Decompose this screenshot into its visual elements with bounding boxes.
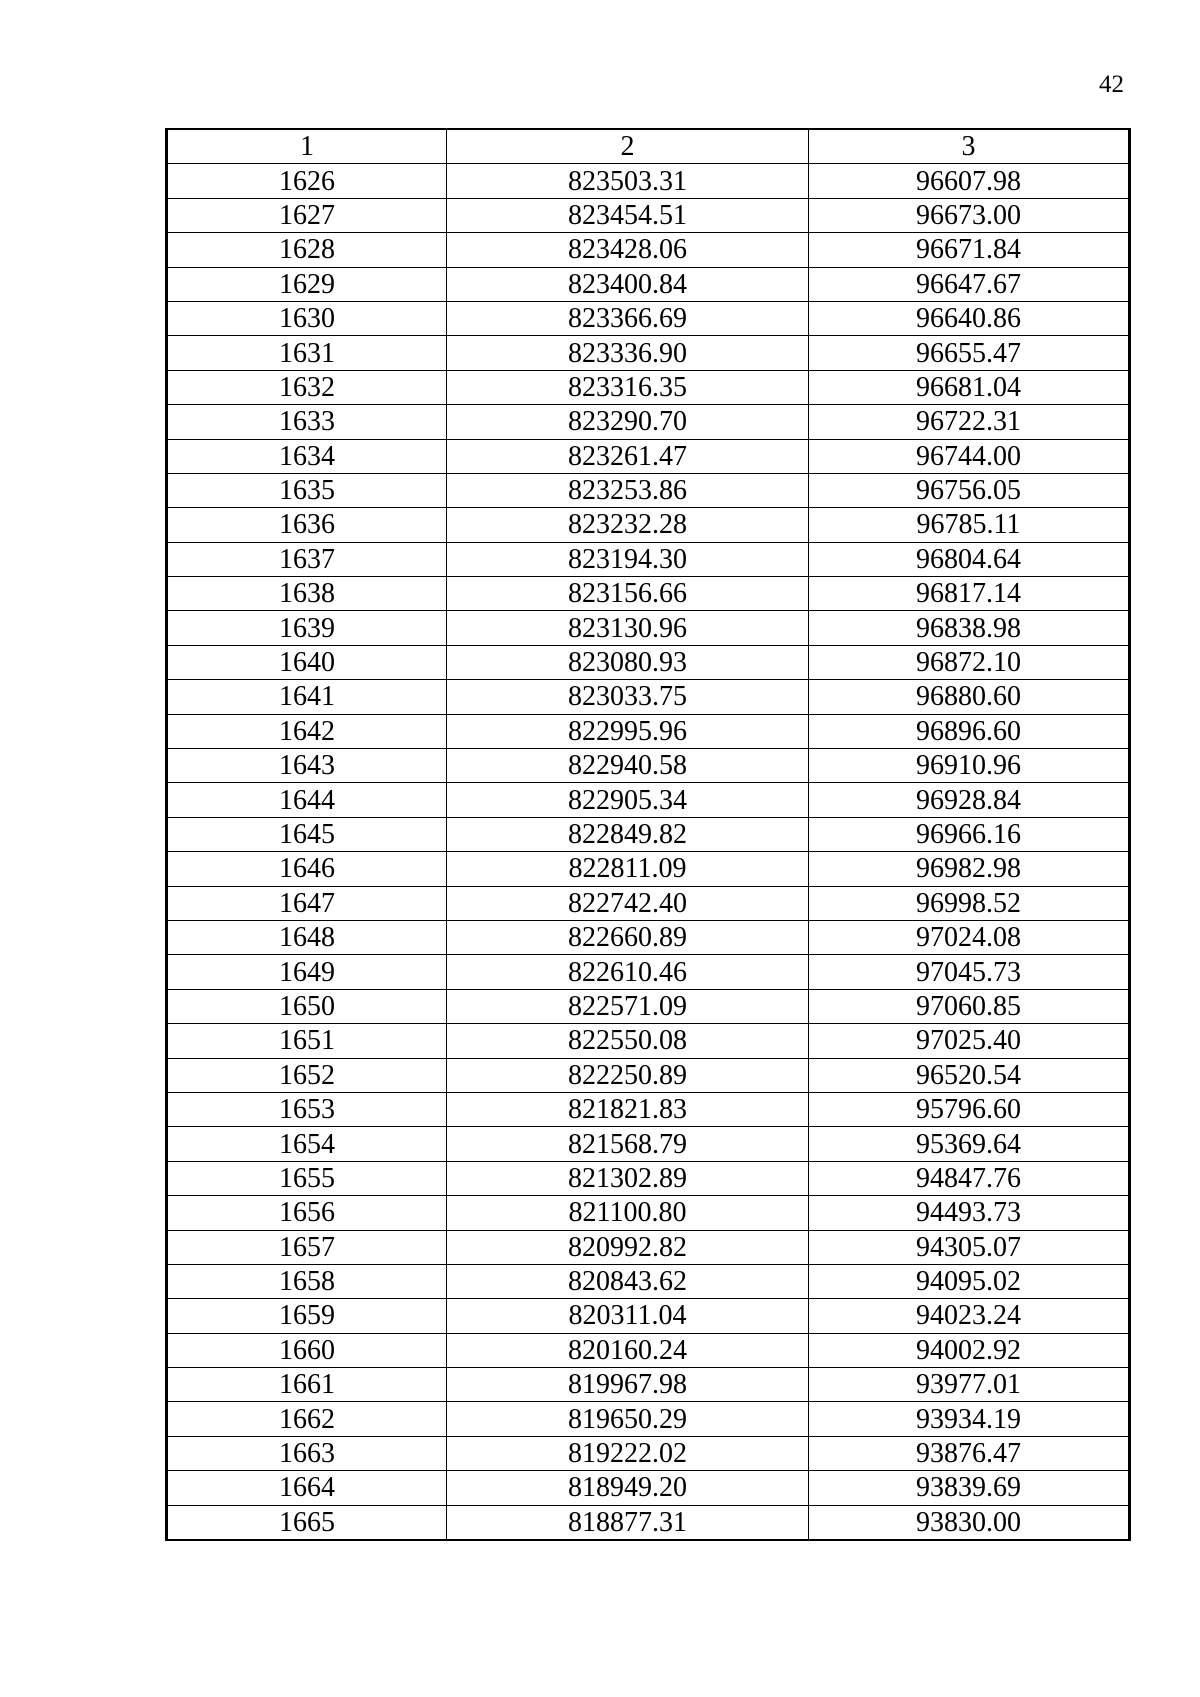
y-coordinate-cell: 94095.02 — [809, 1264, 1130, 1298]
table-row — [167, 955, 1130, 989]
y-coordinate-cell: 96671.84 — [809, 233, 1130, 267]
x-coordinate-cell: 820311.04 — [447, 1299, 809, 1333]
point-number-cell: 1656 — [167, 1196, 447, 1230]
table-row — [167, 1368, 1130, 1402]
table-row — [167, 1505, 1130, 1540]
x-coordinate-cell: 823316.35 — [447, 370, 809, 404]
x-coordinate-cell: 823080.93 — [447, 645, 809, 679]
y-coordinate-cell: 94002.92 — [809, 1333, 1130, 1367]
point-number-cell: 1633 — [167, 405, 447, 439]
y-coordinate-cell: 96880.60 — [809, 680, 1130, 714]
table-row — [167, 473, 1130, 507]
y-coordinate-cell: 96982.98 — [809, 852, 1130, 886]
table-row — [167, 370, 1130, 404]
table-row — [167, 1024, 1130, 1058]
column-header-3: 3 — [809, 129, 1130, 164]
table-row — [167, 1299, 1130, 1333]
table-row — [167, 611, 1130, 645]
x-coordinate-cell: 822905.34 — [447, 783, 809, 817]
x-coordinate-cell: 823503.31 — [447, 164, 809, 198]
table-row — [167, 508, 1130, 542]
y-coordinate-cell: 93934.19 — [809, 1402, 1130, 1436]
y-coordinate-cell: 97024.08 — [809, 920, 1130, 954]
table-row — [167, 783, 1130, 817]
table-row — [167, 645, 1130, 679]
table-row — [167, 989, 1130, 1023]
table-row — [167, 405, 1130, 439]
point-number-cell: 1640 — [167, 645, 447, 679]
point-number-cell: 1650 — [167, 989, 447, 1023]
y-coordinate-cell: 93830.00 — [809, 1505, 1130, 1540]
y-coordinate-cell: 96928.84 — [809, 783, 1130, 817]
table-row — [167, 439, 1130, 473]
table-row — [167, 1333, 1130, 1367]
y-coordinate-cell: 93977.01 — [809, 1368, 1130, 1402]
x-coordinate-cell: 823156.66 — [447, 577, 809, 611]
point-number-cell: 1652 — [167, 1058, 447, 1092]
point-number-cell: 1653 — [167, 1092, 447, 1126]
x-coordinate-cell: 822995.96 — [447, 714, 809, 748]
x-coordinate-cell: 822250.89 — [447, 1058, 809, 1092]
y-coordinate-cell: 97045.73 — [809, 955, 1130, 989]
y-coordinate-cell: 97060.85 — [809, 989, 1130, 1023]
point-number-cell: 1658 — [167, 1264, 447, 1298]
x-coordinate-cell: 822550.08 — [447, 1024, 809, 1058]
point-number-cell: 1641 — [167, 680, 447, 714]
point-number-cell: 1664 — [167, 1471, 447, 1505]
x-coordinate-cell: 823336.90 — [447, 336, 809, 370]
table-header-row — [167, 129, 1130, 164]
table-row — [167, 920, 1130, 954]
x-coordinate-cell: 823130.96 — [447, 611, 809, 645]
x-coordinate-cell: 819222.02 — [447, 1436, 809, 1470]
point-number-cell: 1635 — [167, 473, 447, 507]
table-row — [167, 1230, 1130, 1264]
point-number-cell: 1638 — [167, 577, 447, 611]
y-coordinate-cell: 94305.07 — [809, 1230, 1130, 1264]
x-coordinate-cell: 818949.20 — [447, 1471, 809, 1505]
x-coordinate-cell: 819967.98 — [447, 1368, 809, 1402]
point-number-cell: 1663 — [167, 1436, 447, 1470]
point-number-cell: 1643 — [167, 749, 447, 783]
x-coordinate-cell: 823366.69 — [447, 301, 809, 335]
table-row — [167, 680, 1130, 714]
y-coordinate-cell: 96756.05 — [809, 473, 1130, 507]
column-header-2: 2 — [447, 129, 809, 164]
x-coordinate-cell: 822571.09 — [447, 989, 809, 1023]
y-coordinate-cell: 95796.60 — [809, 1092, 1130, 1126]
point-number-cell: 1649 — [167, 955, 447, 989]
point-number-cell: 1629 — [167, 267, 447, 301]
x-coordinate-cell: 821100.80 — [447, 1196, 809, 1230]
y-coordinate-cell: 96722.31 — [809, 405, 1130, 439]
point-number-cell: 1660 — [167, 1333, 447, 1367]
x-coordinate-cell: 823232.28 — [447, 508, 809, 542]
point-number-cell: 1655 — [167, 1161, 447, 1195]
y-coordinate-cell: 93876.47 — [809, 1436, 1130, 1470]
y-coordinate-cell: 96785.11 — [809, 508, 1130, 542]
x-coordinate-cell: 822610.46 — [447, 955, 809, 989]
point-number-cell: 1630 — [167, 301, 447, 335]
point-number-cell: 1661 — [167, 1368, 447, 1402]
point-number-cell: 1644 — [167, 783, 447, 817]
y-coordinate-cell: 96998.52 — [809, 886, 1130, 920]
x-coordinate-cell: 818877.31 — [447, 1505, 809, 1540]
y-coordinate-cell: 96647.67 — [809, 267, 1130, 301]
y-coordinate-cell: 96817.14 — [809, 577, 1130, 611]
table-row — [167, 1264, 1130, 1298]
x-coordinate-cell: 823253.86 — [447, 473, 809, 507]
column-header-1: 1 — [167, 129, 447, 164]
table-row — [167, 1161, 1130, 1195]
point-number-cell: 1637 — [167, 542, 447, 576]
point-number-cell: 1632 — [167, 370, 447, 404]
point-number-cell: 1642 — [167, 714, 447, 748]
table-row — [167, 1196, 1130, 1230]
coordinates-table — [165, 128, 1131, 1541]
point-number-cell: 1647 — [167, 886, 447, 920]
point-number-cell: 1651 — [167, 1024, 447, 1058]
point-number-cell: 1627 — [167, 198, 447, 232]
y-coordinate-cell: 96655.47 — [809, 336, 1130, 370]
x-coordinate-cell: 823400.84 — [447, 267, 809, 301]
point-number-cell: 1631 — [167, 336, 447, 370]
table-row — [167, 542, 1130, 576]
x-coordinate-cell: 823194.30 — [447, 542, 809, 576]
y-coordinate-cell: 96673.00 — [809, 198, 1130, 232]
table-row — [167, 198, 1130, 232]
x-coordinate-cell: 821302.89 — [447, 1161, 809, 1195]
table-row — [167, 714, 1130, 748]
table-row — [167, 1471, 1130, 1505]
point-number-cell: 1662 — [167, 1402, 447, 1436]
y-coordinate-cell: 96744.00 — [809, 439, 1130, 473]
x-coordinate-cell: 820160.24 — [447, 1333, 809, 1367]
x-coordinate-cell: 821821.83 — [447, 1092, 809, 1126]
point-number-cell: 1665 — [167, 1505, 447, 1540]
table-row — [167, 886, 1130, 920]
y-coordinate-cell: 95369.64 — [809, 1127, 1130, 1161]
x-coordinate-cell: 823290.70 — [447, 405, 809, 439]
y-coordinate-cell: 96520.54 — [809, 1058, 1130, 1092]
y-coordinate-cell: 96966.16 — [809, 817, 1130, 851]
x-coordinate-cell: 819650.29 — [447, 1402, 809, 1436]
table-row — [167, 1058, 1130, 1092]
point-number-cell: 1628 — [167, 233, 447, 267]
table-row — [167, 817, 1130, 851]
y-coordinate-cell: 97025.40 — [809, 1024, 1130, 1058]
point-number-cell: 1648 — [167, 920, 447, 954]
table-row — [167, 164, 1130, 198]
y-coordinate-cell: 96640.86 — [809, 301, 1130, 335]
x-coordinate-cell: 822849.82 — [447, 817, 809, 851]
page-number: 42 — [1099, 71, 1124, 98]
point-number-cell: 1636 — [167, 508, 447, 542]
table-row — [167, 336, 1130, 370]
x-coordinate-cell: 821568.79 — [447, 1127, 809, 1161]
y-coordinate-cell: 94493.73 — [809, 1196, 1130, 1230]
point-number-cell: 1639 — [167, 611, 447, 645]
point-number-cell: 1657 — [167, 1230, 447, 1264]
y-coordinate-cell: 96607.98 — [809, 164, 1130, 198]
y-coordinate-cell: 96896.60 — [809, 714, 1130, 748]
table-row — [167, 1092, 1130, 1126]
y-coordinate-cell: 93839.69 — [809, 1471, 1130, 1505]
point-number-cell: 1626 — [167, 164, 447, 198]
y-coordinate-cell: 96838.98 — [809, 611, 1130, 645]
y-coordinate-cell: 94847.76 — [809, 1161, 1130, 1195]
x-coordinate-cell: 820992.82 — [447, 1230, 809, 1264]
table-body — [167, 129, 1130, 1540]
point-number-cell: 1645 — [167, 817, 447, 851]
x-coordinate-cell: 823428.06 — [447, 233, 809, 267]
y-coordinate-cell: 96804.64 — [809, 542, 1130, 576]
x-coordinate-cell: 823454.51 — [447, 198, 809, 232]
table-row — [167, 1436, 1130, 1470]
y-coordinate-cell: 96910.96 — [809, 749, 1130, 783]
y-coordinate-cell: 94023.24 — [809, 1299, 1130, 1333]
x-coordinate-cell: 823261.47 — [447, 439, 809, 473]
y-coordinate-cell: 96872.10 — [809, 645, 1130, 679]
table-row — [167, 749, 1130, 783]
x-coordinate-cell: 822660.89 — [447, 920, 809, 954]
point-number-cell: 1659 — [167, 1299, 447, 1333]
table-row — [167, 852, 1130, 886]
x-coordinate-cell: 823033.75 — [447, 680, 809, 714]
table-row — [167, 233, 1130, 267]
point-number-cell: 1634 — [167, 439, 447, 473]
point-number-cell: 1654 — [167, 1127, 447, 1161]
x-coordinate-cell: 822742.40 — [447, 886, 809, 920]
table-row — [167, 301, 1130, 335]
table-row — [167, 577, 1130, 611]
x-coordinate-cell: 822811.09 — [447, 852, 809, 886]
point-number-cell: 1646 — [167, 852, 447, 886]
table-row — [167, 1402, 1130, 1436]
x-coordinate-cell: 820843.62 — [447, 1264, 809, 1298]
table-row — [167, 267, 1130, 301]
table-row — [167, 1127, 1130, 1161]
y-coordinate-cell: 96681.04 — [809, 370, 1130, 404]
x-coordinate-cell: 822940.58 — [447, 749, 809, 783]
